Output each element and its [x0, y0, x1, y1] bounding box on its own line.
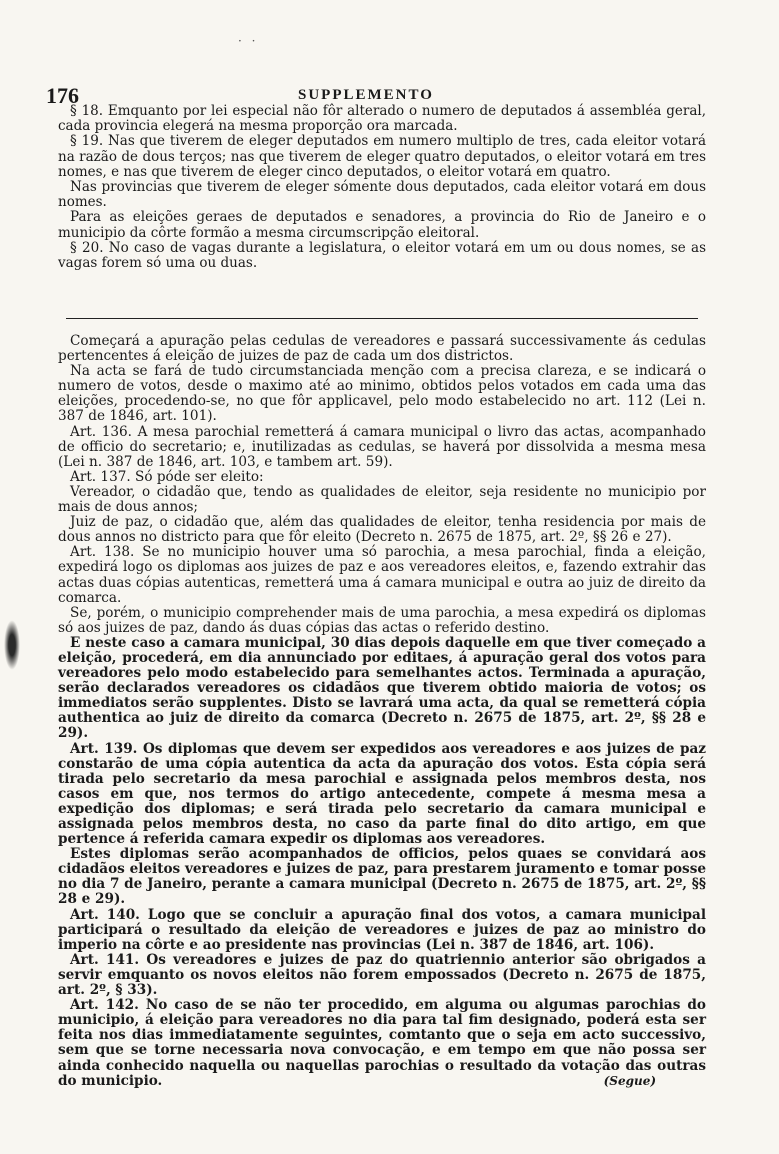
paragraph: Começará a apuração pelas cedulas de vereadores e passará successivamente ás cedulas pertencentes á eleição de juizes de paz de cada um dos districtos.	[58, 333, 706, 365]
continued-label: (Segue)	[603, 1073, 656, 1088]
paragraph: § 19. Nas que tiverem de eleger deputados em numero multiplo de tres, cada eleitor votará na razão de dous terços; nas que tiverem de eleger quatro deputados, o eleitor votará em tres nomes, e nas que tiverem de eleger cinco deputados, o eleitor votará em quatro.	[58, 133, 706, 180]
paragraph: Art. 140. Logo que se concluir a apuração final dos votos, a camara municipal participará o resultado da eleição de vereadores e juizes de paz ao ministro do imperio na côrte e ao presidente nas provincias (Lei n. 387 de 1846, art. 106).	[58, 906, 706, 953]
paragraph: Na acta se fará de tudo circumstanciada menção com a precisa clareza, e se indicará o numero de votos, desde o maximo até ao minimo, obtidos pelos votados em cada uma das eleições, procedendo-se, no que fôr applicavel, pelo modo estabelecido no art. 112 (Lei n. 387 de 1846, art. 101).	[58, 363, 706, 425]
paragraph: § 18. Emquanto por lei especial não fôr alterado o numero de deputados á assembléa geral, cada provincia elegerá na mesma proporção ora marcada.	[58, 103, 706, 135]
page-number: 176	[46, 83, 79, 108]
paragraph: Nas provincias que tiverem de eleger sómente dous deputados, cada eleitor votará em dous nomes.	[58, 179, 706, 211]
margin-mark	[4, 620, 20, 670]
top-marks: · ·	[238, 34, 259, 48]
section-upper	[58, 104, 706, 271]
running-head: SUPPLEMENTO	[298, 87, 434, 103]
document-page	[46, 0, 706, 1154]
paragraph: Juiz de paz, o cidadão que, além das qualidades de eleitor, tenha residencia por mais de dous annos no districto para que fôr eleito (Decreto n. 2675 de 1875, art. 2º, §§ 26 e 27).	[58, 514, 706, 546]
paragraph: Se, porém, o municipio comprehender mais de uma parochia, a mesa expedirá os diplomas só aos juizes de paz, dando ás duas cópias das actas o referido destino.	[58, 604, 706, 636]
paragraph: Art. 139. Os diplomas que devem ser expedidos aos vereadores e aos juizes de paz constarão de uma cópia autentica da acta da apuração dos votos. Esta cópia será tirada pelo secretario da mesa parochial e assignada pelos membros desta, nos casos em que, nos termos do artigo antecedente, compete á mesma mesa a expedição dos diplomas; e será tirada pelo secretario da camara municipal e assignada pelos membros desta, no caso da parte final do dito artigo, em que pertence á referida camara expedir os diplomas aos vereadores.	[58, 740, 706, 848]
paragraph: Art. 141. Os vereadores e juizes de paz do quatriennio anterior são obrigados a servir emquanto os novos eleitos não forem empossados (Decreto n. 2675 de 1875, art. 2º, § 33).	[58, 951, 706, 999]
paragraph: Art. 142. No caso de se não ter procedido, em alguma ou algumas parochias do municipio, á eleição para vereadores no dia para tal fim designado, poderá esta ser feita nos dias immediatamente seguintes, comtanto que o seja em acto successivo, sem que se torne necessaria nova convocação, e em tempo em que não possa ser ainda conhecido naquella ou naquellas parochias o resultado da votação das outras do municipio.	[58, 997, 706, 1089]
paragraph: E neste caso a camara municipal, 30 dias depois daquelle em que tiver começado a eleição, procederá, em dia annunciado por editaes, á apuração geral dos votos para vereadores pelo modo estabelecido para semelhantes actos. Terminada a apuração, serão declarados vereadores os cidadãos que tiverem obtido maioria de votos; os immediatos serão supplentes. Disto se lavrará uma acta, da qual se remetterá cópia authentica ao juiz de direito da comarca (Decreto n. 2675 de 1875, art. 2º, §§ 28 e 29).	[58, 634, 706, 742]
paragraph: Art. 136. A mesa parochial remetterá á camara municipal o livro das actas, acompanhado de officio do secretario; e, inutilizadas as cedulas, se haverá por dissolvida a mesma mesa (Lei n. 387 de 1846, art. 103, e tambem art. 59).	[58, 423, 706, 470]
paragraph: Vereador, o cidadão que, tendo as qualidades de eleitor, seja residente no municipio por mais de dous annos;	[58, 483, 706, 516]
paragraph: Para as eleições geraes de deputados e senadores, a provincia do Rio de Janeiro e o municipio da côrte formão a mesma circumscripção eleitoral.	[58, 209, 706, 241]
paragraph: Art. 137. Só póde ser eleito:	[70, 468, 264, 485]
section-lower	[58, 334, 706, 1088]
paragraph: § 20. No caso de vagas durante a legislatura, o eleitor votará em um ou dous nomes, se as vagas forem só uma ou duas.	[58, 239, 706, 272]
section-divider	[66, 318, 698, 319]
paragraph: Estes diplomas serão acompanhados de officios, pelos quaes se convidará aos cidadãos eleitos vereadores e juizes de paz, para prestarem juramento e tomar posse no dia 7 de Janeiro, perante a camara municipal (Decreto n. 2675 de 1875, art. 2º, §§ 28 e 29).	[58, 846, 706, 908]
paragraph: Art. 138. Se no municipio houver uma só parochia, a mesa parochial, finda a eleição, expedirá logo os diplomas aos juizes de paz e aos vereadores eleitos, e, fazendo extrahir das actas duas cópias autenticas, remetterá uma á camara municipal e outra ao juiz de direito da comarca.	[58, 544, 706, 606]
